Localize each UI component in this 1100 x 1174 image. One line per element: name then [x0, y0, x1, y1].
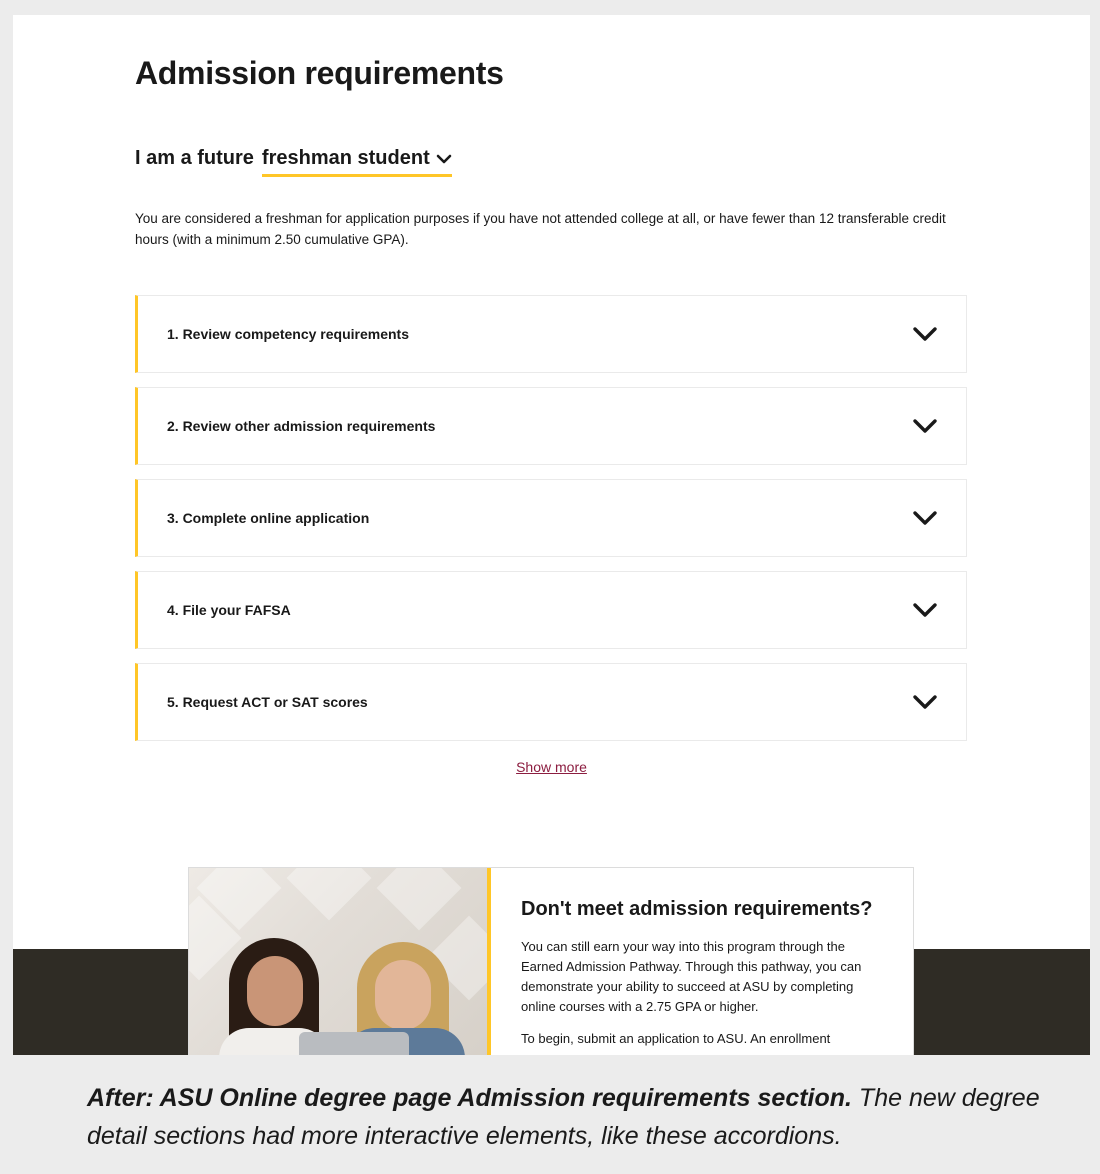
show-more-link[interactable]: Show more	[516, 759, 587, 775]
student-type-selector	[135, 147, 452, 177]
accordion-item-label: 5. Request ACT or SAT scores	[167, 694, 368, 710]
accordion-item-label: 3. Complete online application	[167, 510, 370, 526]
card-paragraph: To begin, submit an application to ASU. An enrollment	[521, 1031, 831, 1046]
page-title: Admission requirements	[135, 55, 504, 91]
caption-text: The new degree detail sections had more interactive elements, like these accordions.	[87, 1084, 1040, 1150]
chevron-down-icon[interactable]	[912, 693, 938, 711]
accordion-item-label: 1. Review competency requirements	[167, 326, 409, 342]
accordion-item-label: 2. Review other admission requirements	[167, 418, 436, 434]
students-photo	[189, 868, 491, 1055]
chevron-down-icon[interactable]	[912, 509, 938, 527]
accordion-item-online-application[interactable]	[135, 479, 967, 557]
chevron-down-icon[interactable]	[912, 601, 938, 619]
accordion-item-fafsa[interactable]	[135, 571, 967, 649]
card-paragraph: You can still earn your way into this program through the Earned Admission Pathway. Through this pathway, you can demonstrate your ability to succeed at ASU by completing online courses with a 2.75 GPA or higher.	[521, 939, 862, 1014]
card-content	[491, 868, 913, 1055]
accordion-item-competency[interactable]	[135, 295, 967, 373]
screenshot-frame	[13, 15, 1090, 1055]
admission-steps-accordion	[135, 295, 967, 755]
freshman-definition-text: You are considered a freshman for application purposes if you have not attended college at all, or have fewer than 12 transferable credit hours (with a minimum 2.50 cumulative GPA).	[135, 211, 946, 247]
chevron-down-icon[interactable]	[912, 417, 938, 435]
accordion-item-other-requirements[interactable]	[135, 387, 967, 465]
student-type-value: freshman student	[261, 147, 430, 169]
card-title: Don't meet admission requirements?	[521, 898, 873, 920]
student-type-dropdown[interactable]	[262, 147, 452, 177]
accordion-item-label: 4. File your FAFSA	[167, 602, 291, 618]
earned-admission-card	[188, 867, 914, 1055]
chevron-down-icon[interactable]	[912, 325, 938, 343]
caption-bold: After: ASU Online degree page Admission requirements section.	[87, 1084, 852, 1112]
accordion-item-act-sat[interactable]	[135, 663, 967, 741]
selector-prefix: I am a future	[135, 147, 254, 169]
chevron-down-icon	[436, 153, 452, 165]
figure-caption	[87, 1079, 1047, 1155]
